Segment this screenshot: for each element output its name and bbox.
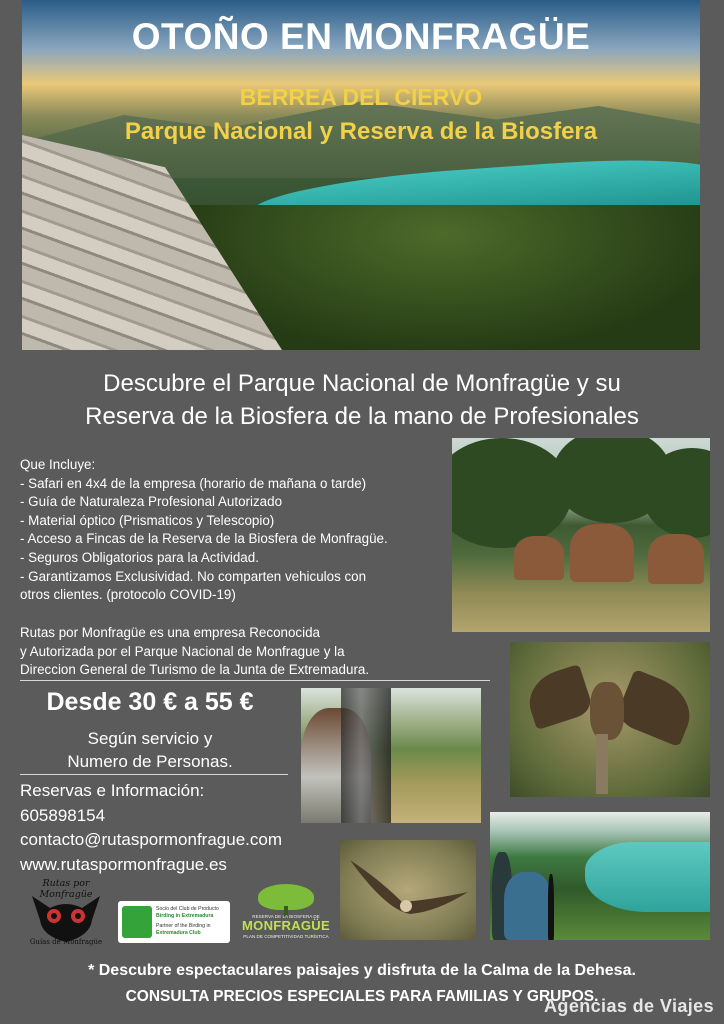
phone-number[interactable]: 605898154 [20,805,106,825]
includes-list [20,456,440,605]
headline-line-2: Reserva de la Biosfera de la mano de Profesionales [85,403,639,430]
includes-item: - Guía de Naturaleza Profesional Autorizado [20,494,283,510]
company-line: y Autorizada por el Parque Nacional de Monfrague y la [20,643,345,659]
company-info [20,624,440,680]
birding-text: Socio del Club de Producto [156,906,219,912]
birdwatching-photo [490,812,710,940]
email-link[interactable]: contacto@rutaspormonfrague.com [20,830,282,849]
includes-item: otros clientes. (protocolo COVID-19) [20,587,236,603]
vulture-photo-flying [340,840,476,940]
mf-logo-bottom: PLAN DE COMPETITIVIDAD TURÍSTICA [243,934,329,939]
company-line: Direccion General de Turismo de la Junta de Extremadura. [20,662,370,678]
website-link[interactable]: www.rutaspormonfrague.es [20,854,227,874]
mf-logo-name: MONFRAGÜE [242,918,330,933]
divider [20,680,490,681]
includes-item: - Acceso a Fincas de la Reserva de la Biosfera de Monfragüe. [20,531,388,547]
includes-item: - Seguros Obligatorios para la Actividad. [20,549,259,565]
company-line: Rutas por Monfragüe es una empresa Reconocida [20,625,320,640]
mf-logo-top: RESERVA DE LA BIOSFERA DE [252,914,320,919]
headline-line-1: Descubre el Parque Nacional de Monfragüe y su [103,370,621,397]
deer-photo [452,438,710,632]
flying-vulture-icon [340,840,476,940]
contact-block [20,779,320,877]
hero-image [22,0,700,350]
divider [20,774,288,775]
contact-heading: Reservas e Información: [20,781,205,800]
birding-extremadura-logo [118,901,230,943]
owl-logo-title: Rutas por Monfragüe [39,878,93,900]
subtitle-berrea: BERREA DEL CIERVO [239,84,483,110]
includes-item: - Material óptico (Prismaticos y Telescopio) [20,512,275,528]
page-title: OTOÑO EN MONFRAGÜE [131,16,591,57]
price-label: Desde 30 € a 55 € [46,688,254,716]
price-note-line-1: Según servicio y [87,729,213,748]
birding-text: Partner of the Birding in [156,923,211,929]
includes-item: - Safari en 4x4 de la empresa (horario de mañana o tarde) [20,475,367,491]
watermark: Agencias de Viajes [544,996,714,1016]
headline [0,367,724,433]
owl-logo-foot: Guías de Monfragüe [29,938,103,946]
birding-mark-icon [122,906,152,938]
includes-item: - Garantizamos Exclusividad. No comparten vehiculos con [20,568,367,584]
footer-tagline: * Descubre espectaculares paisajes y disfruta de la Calma de la Dehesa. [88,962,636,979]
price-note-line-2: Numero de Personas. [67,752,233,771]
includes-heading: Que Incluye: [20,457,96,472]
birding-text: Extremadura Club [156,930,201,936]
rutas-owl-logo [20,878,112,950]
monfrague-biosfera-logo [240,884,332,944]
subtitle-parque: Parque Nacional y Reserva de la Biosfera [124,118,598,145]
owl-icon [20,886,112,946]
vehicle-frame [341,688,391,823]
price-note [20,727,280,773]
footer-groups-note: CONSULTA PRECIOS ESPECIALES PARA FAMILIAS Y GRUPOS. [125,988,599,1005]
vulture-photo-perched [510,642,710,797]
birding-text: Birding in Extremadura [156,913,214,919]
safari-photo [301,688,481,823]
